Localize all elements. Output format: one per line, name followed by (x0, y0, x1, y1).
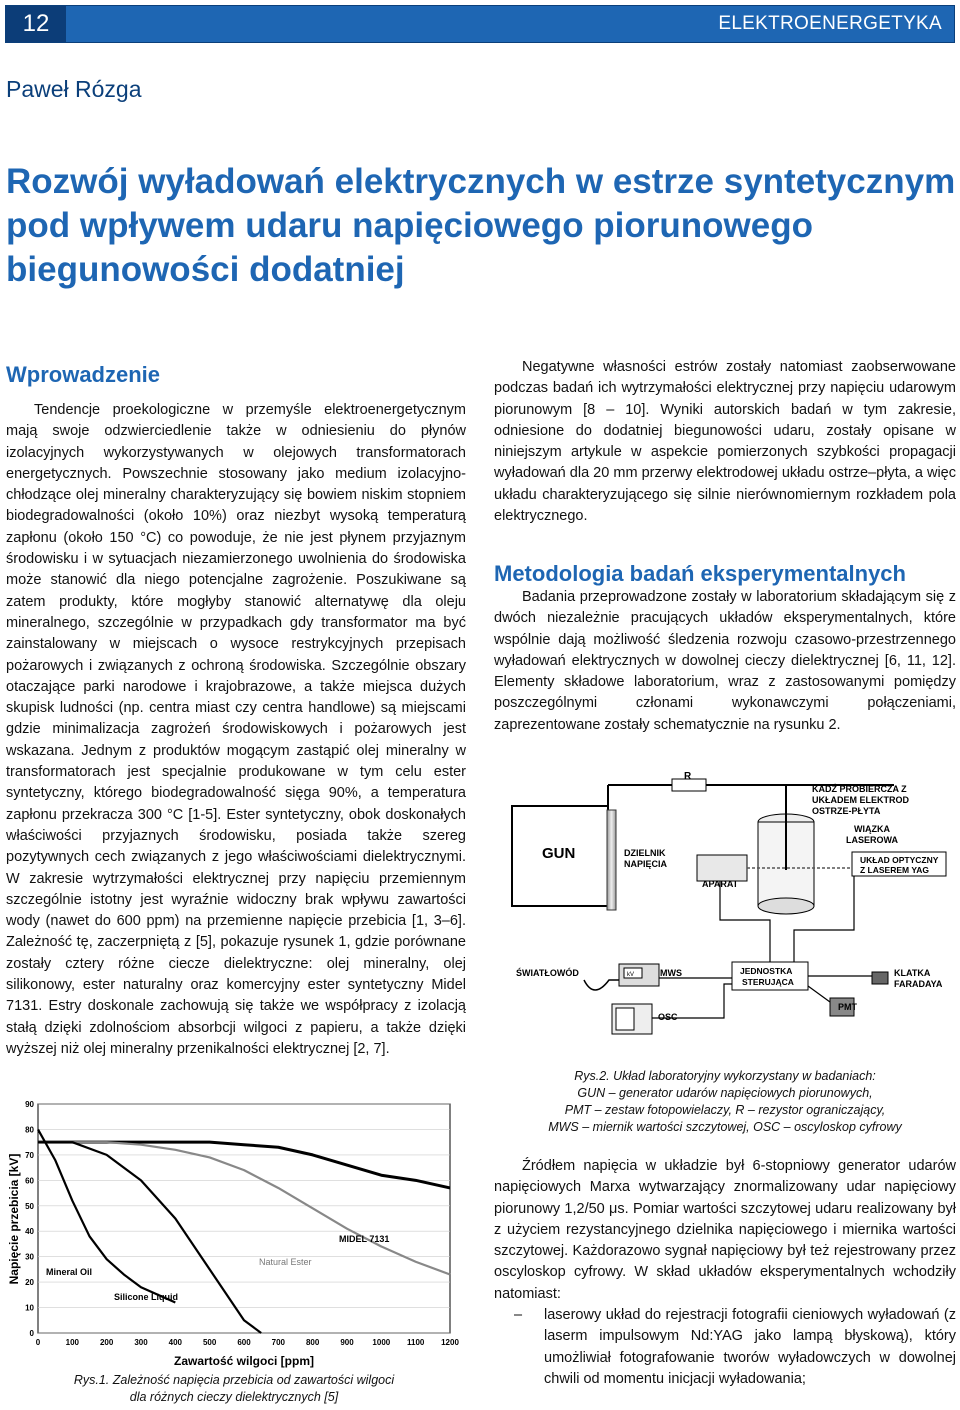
vessel-label-2: UKŁADEM ELEKTROD (812, 795, 909, 805)
series-label-mineral-oil: Mineral Oil (46, 1267, 93, 1277)
figure-1-caption (4, 1372, 464, 1406)
figure-1-caption-line-1: Rys.1. Zależność napięcia przebicia od zawartości wilgoci (73, 1373, 395, 1387)
method-paragraph-2: Źródłem napięcia w układzie był 6-stopniowy generator udarów napięciowych Marxa wytwarzający znormalizowany udar napięciowy piorunowy 1,2/50 μs. Pomiar wartości szczytowej udaru realizowany był z użyciem rezystancyjnego dzielnika napięciowego i miernika wartości szczytowej. Każdorazowo sygnał napięciowy był też rejestrowany przez oscyloskop cyfrowy. W skład układów eksperymentalnych wchodziły natomiast: (494, 1158, 956, 1302)
series-label-natural-ester: Natural Ester (259, 1257, 312, 1267)
series-label-silicone: Silicone Liquid (114, 1292, 179, 1302)
gun-label: GUN (542, 845, 576, 862)
mws-display: kV (627, 972, 635, 978)
series-label-midel: MIDEL 7131 (339, 1234, 390, 1244)
x-tick-label: 500 (202, 1338, 217, 1347)
series-line-silicone-liquid (38, 1142, 261, 1333)
series-line-midel-7131 (38, 1142, 450, 1188)
pmt-label: PMT (838, 1002, 857, 1012)
figure-2-caption-line-4: MWS – miernik wartości szczytowej, OSC – oscyloskop cyfrowy (548, 1120, 902, 1134)
x-tick-label: 1100 (406, 1338, 425, 1347)
beam-label-1: WIĄZKA (854, 824, 890, 834)
moisture-breakdown-chart (4, 1097, 464, 1375)
y-tick-label: 10 (25, 1303, 34, 1313)
x-tick-label: 200 (99, 1338, 114, 1347)
x-tick-label: 400 (168, 1338, 183, 1347)
x-axis-label: Zawartość wilgoci [ppm] (173, 1354, 315, 1368)
y-tick-label: 0 (29, 1329, 34, 1338)
figure-1-caption-line-2: dla różnych cieczy dielektrycznych [5] (129, 1390, 339, 1404)
y-tick-label: 70 (25, 1150, 34, 1160)
article-title: Rozwój wyładowań elektrycznych w estrze syntetycznym pod wpływem udaru napięciowego piorunowego biegunowości dodatniej (6, 162, 956, 289)
x-tick-label: 600 (237, 1338, 251, 1347)
x-tick-label: 300 (134, 1338, 148, 1347)
faraday-port (872, 972, 888, 984)
x-tick-label: 700 (271, 1338, 286, 1347)
divider-label-1: DZIELNIK (624, 848, 666, 858)
x-tick-label: 100 (65, 1338, 80, 1347)
method-text-1 (494, 587, 956, 736)
control-label-1: JEDNOSTKA (740, 966, 793, 976)
figure-2-caption-line-1: Rys.2. Układ laboratoryjny wykorzystany w badaniach: (574, 1069, 876, 1083)
x-tick-label: 800 (305, 1338, 320, 1347)
series-line-natural-ester (38, 1142, 450, 1274)
intro-paragraph-1: Tendencje proekologiczne w przemyśle elektroenergetycznym mają swoje odzwierciedlenie także w odniesieniu do płynów izolacyjnych wykorzystywanych w olejowych transformatorach energetycznych. Powszechnie stosowany jako medium izolacyjno-chłodzące olej mineralny charakteryzujący się bowiem niskim stopniem biodegradowalności (około 10%) oraz niezbyt wysoką temperaturą zapłonu (około 150 °C) co powoduje, że nie jest płynem przyjaznym środowisku i w sytuacjach niezamierzonego uwolnienia do środowiska może stanowić dla niego potencjalne zagrożenie. Poszukiwane są zatem produkty, które mogłyby stanowić alternatywę dla oleju mineralnego, szczególnie w przypadkach gdy transformator ma być zainstalowany w miejscach o wysoce restrykcyjnych przepisach pożarowych i związanych z ochroną środowiska. Szczególnie obszary otaczające parki narodowe i krajobrazowe, a także miejsca dużych skupisk ludności (np. centra miast czy centra handlowe) są miejscami gdzie minimalizacja zagrożeń środowiskowych i pożarowych jest wskazana. Jednym z produktów mogącym zastąpić olej mineralny w transformatorach jest specjalnie produkowane w tym celu ester syntetyczny, którego biodegradowalność sięga 90%, a temperatura zapłonu przekracza 300 °C [1-5]. Ester syntetyczny, obok doskonałych właściwości przyjaznych środowisku, posiada także szereg pozytywnych cech związanych z jego właściwościami dielektrycznymi. W zakresie wytrzymałości elektrycznej przy napięciu przemiennym szczególnie istotny jest wyraźnie widoczny brak wpływu zawartości wody (nawet do 600 ppm) na przemienne napięcie przebicia [1, 3–6]. Zależność tę, zaczerpniętą z [5], pokazuje rysunek 1, gdzie porównane zostały cztery różne ciecze dielektryczne: olej mineralny, olej silikonowy, ester naturalny oraz komercyjny ester syntetyczny Midel 7131. Estry doskonale zachowują się także we współpracy z izolacją stałą dzięki zdolnościom absorbcji wilgoci z papieru, a także dzięki wyższej niż olej mineralny przenikalności elektrycznej [2, 7]. (6, 402, 466, 1057)
intro-text-right (494, 357, 956, 527)
divider-label-2: NAPIĘCIA (624, 859, 668, 869)
y-axis-label: Napięcie przebicia [kV] (7, 1153, 21, 1285)
y-tick-label: 20 (25, 1278, 34, 1288)
y-tick-label: 50 (25, 1201, 34, 1211)
x-tick-label: 1200 (441, 1338, 459, 1347)
figure-2-caption-line-2: GUN – generator udarów napięciowych piorunowych, (577, 1086, 873, 1100)
method-text-2 (494, 1156, 956, 1390)
mws-label: MWS (660, 968, 682, 978)
fiber-label: ŚWIATŁOWÓD (516, 968, 579, 978)
y-tick-label: 90 (25, 1100, 34, 1109)
method-paragraph-1: Badania przeprowadzone zostały w laboratorium składającym się z dwóch niezależnie pracujących układów eksperymentalnych, które wspólnie dają możliwość śledzenia rozwoju czasowo-przestrzennego wyładowań elektrycznych w dowolnej cieczy dielektrycznej [6, 11, 12]. Elementy składowe laboratorium, wraz z zastosowanymi pomiędzy poszczególnymi członami wykonawczymi połączeniami, zaprezentowane zostały schematycznie na rysunku 2. (494, 589, 956, 733)
journal-name: ELEKTROENERGETYKA (718, 13, 942, 34)
plot-frame (38, 1104, 450, 1333)
equipment-list (494, 1305, 956, 1390)
voltage-divider (607, 810, 616, 910)
vessel-label-3: OSTRZE-PŁYTA (812, 806, 881, 816)
page-header (5, 5, 955, 43)
faraday-label-2: FARADAYA (894, 979, 943, 989)
page-number: 12 (6, 6, 66, 42)
resistor-label: R (684, 771, 692, 782)
vessel-label-1: KADŹ PROBIERCZA Z (812, 784, 907, 794)
figure-2-caption (494, 1068, 956, 1136)
intro-heading: Wprowadzenie (6, 362, 161, 387)
lab-setup-diagram (494, 770, 956, 1060)
y-tick-label: 80 (25, 1125, 34, 1135)
camera-label: APARAT (702, 879, 739, 889)
figure-2-caption-line-3: PMT – zestaw fotopowielaczy, R – rezystor ograniczający, (564, 1103, 886, 1117)
intro-paragraph-2: Negatywne własności estrów zostały natomiast zaobserwowane podczas badań ich wytrzymałości elektrycznej przy napięciu udarowym piorunowym [8 – 10]. Wyniki autorskich badań w tym zakresie, odniesione do dodatniej biegunowości udaru, zostały opisane w niniejszym artykule w aspekcie pomierzonych szybkości propagacji wyładowań dla 20 mm przerwy elektrodowej układu ostrze–płyta, a więc układu charakteryzującego się silnie nierównomiernym rozkładem pola elektrycznego. (494, 359, 956, 525)
beam-label-2: LASEROWA (846, 835, 899, 845)
optics-label-1: UKŁAD OPTYCZNY (860, 855, 939, 865)
x-tick-label: 900 (340, 1338, 354, 1347)
faraday-label-1: KLATKA (894, 968, 931, 978)
control-label-2: STERUJĄCA (742, 977, 794, 987)
equipment-list-item: – laserowy układ do rejestracji fotografii cieniowych wyładowań (z laserm impulsowym Nd:YAG jako lampą błyskową), który umożliwiał fotografowanie tworów wyładowczych w dowolnej chwili od momentu inicjacji wyładowania; (494, 1305, 956, 1390)
camera-box (697, 855, 747, 881)
x-tick-label: 1000 (372, 1338, 391, 1347)
y-tick-label: 40 (25, 1227, 34, 1237)
osc-label: OSC (658, 1012, 678, 1022)
x-tick-label: 0 (35, 1338, 41, 1347)
method-heading: Metodologia badań eksperymentalnych (494, 561, 906, 586)
intro-text-left (6, 400, 466, 1060)
author-name: Paweł Rózga (6, 76, 142, 102)
y-tick-label: 30 (25, 1252, 34, 1262)
y-tick-label: 60 (25, 1176, 34, 1186)
optics-label-2: Z LASEREM YAG (860, 865, 929, 875)
